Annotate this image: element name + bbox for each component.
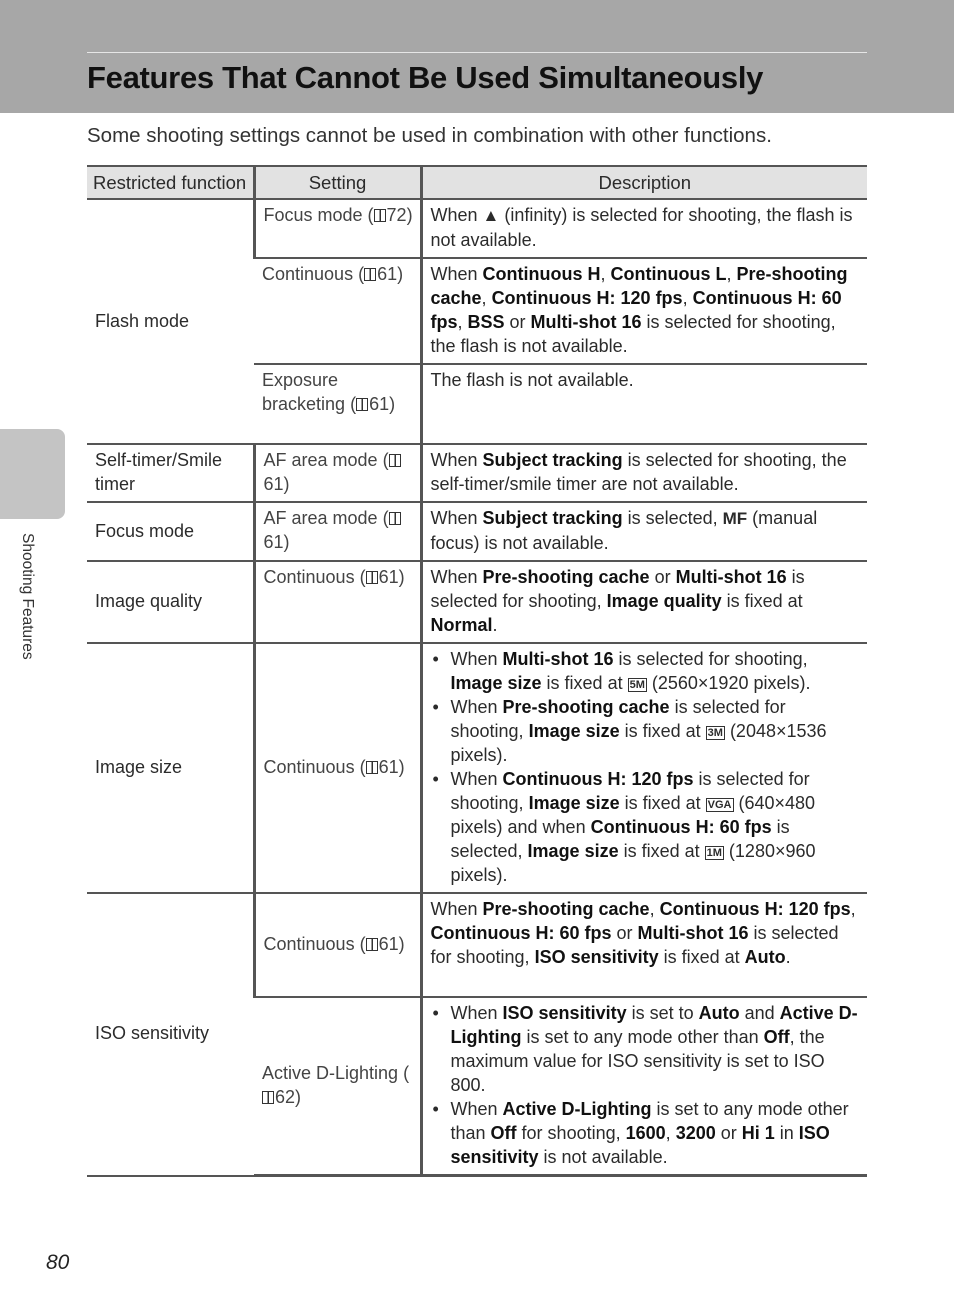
description-cell: When Subject tracking is selected for shooting, the self-timer/smile timer are not available. <box>421 444 867 502</box>
reference-page: 62 <box>275 1087 296 1107</box>
function-cell: ISO sensitivity <box>87 893 254 1176</box>
page-reference-icon <box>262 1091 274 1104</box>
bold-term: ISO sensitivity <box>450 1123 830 1167</box>
bold-term: Multi-shot 16 <box>502 649 614 669</box>
image-size-3m-icon: 3M <box>707 727 723 739</box>
description-cell <box>421 643 867 893</box>
bullet-item: • When ISO sensitivity is set to Auto and Active D-Lighting is set to any mode other than Off, the maximum value for ISO sensitivity is set to ISO 800. <box>451 1001 860 1097</box>
description-cell: The flash is not available. <box>421 364 867 444</box>
bold-term: Image size <box>450 673 542 693</box>
setting-name: Focus mode <box>263 205 363 225</box>
bold-term: Active D-Lighting <box>502 1099 652 1119</box>
bold-term: BSS <box>467 312 505 332</box>
bullet-list <box>431 647 860 887</box>
table-row <box>87 444 867 502</box>
table-row <box>87 561 867 643</box>
setting-cell: Active D-Lighting (62) <box>254 997 421 1176</box>
description-cell: When ▲ (infinity) is selected for shooting, the flash is not available. <box>421 199 867 258</box>
side-section-label: Shooting Features <box>19 533 36 660</box>
bold-term: Hi 1 <box>741 1123 775 1143</box>
page-reference-icon <box>364 268 376 281</box>
page-reference-icon <box>389 454 401 467</box>
setting-name: Exposure bracketing <box>262 370 346 414</box>
table-row <box>87 893 867 997</box>
page-number: 80 <box>46 1251 70 1274</box>
bold-term: Off <box>763 1027 790 1047</box>
function-cell: Self-timer/Smile timer <box>87 444 254 502</box>
bold-term: Image size <box>528 721 620 741</box>
bold-term: Off <box>490 1123 517 1143</box>
setting-cell: Exposure bracketing ( 61) <box>254 364 421 444</box>
setting-cell: Continuous ( 61) <box>254 893 421 997</box>
manual-focus-icon: MF <box>722 509 748 528</box>
setting-name: Continuous <box>263 934 355 954</box>
bullet-list <box>431 1001 860 1169</box>
bold-term: Pre-shooting cache <box>430 264 848 308</box>
bold-term: Continuous H: 60 fps <box>430 288 842 332</box>
bullet-item: • When Multi-shot 16 is selected for shooting, Image size is fixed at 5M (2560×1920 pixels). <box>451 647 860 695</box>
bold-term: 3200 <box>675 1123 716 1143</box>
side-tab <box>0 429 65 519</box>
bold-term: Pre-shooting cache <box>482 567 650 587</box>
reference-page: 61 <box>378 934 399 954</box>
bold-term: Continuous H: 120 fps <box>502 769 694 789</box>
header-setting: Setting <box>254 166 421 199</box>
bold-term: Continuous H: 60 fps <box>430 923 612 943</box>
bold-term: Continuous L <box>610 264 727 284</box>
bold-term: Continuous H: 60 fps <box>590 817 772 837</box>
setting-name: Continuous <box>263 757 355 777</box>
bold-term: Multi-shot 16 <box>530 312 642 332</box>
page-reference-icon <box>389 512 401 525</box>
page-title: Features That Cannot Be Used Simultaneously <box>87 60 764 95</box>
bold-term: Normal <box>430 615 493 635</box>
bold-term: Subject tracking <box>482 450 623 470</box>
page-reference-icon <box>366 571 378 584</box>
description-cell: When Subject tracking is selected, MF (manual focus) is not available. <box>421 502 867 561</box>
header-description: Description <box>421 166 867 199</box>
reference-page: 72 <box>386 205 407 225</box>
page-reference-icon <box>374 209 386 222</box>
reference-page: 61 <box>378 567 399 587</box>
description-cell <box>421 997 867 1176</box>
setting-name: AF area mode <box>263 508 378 528</box>
setting-cell: Continuous ( 61) <box>254 643 421 893</box>
restrictions-table <box>87 165 867 1177</box>
bold-term: 1600 <box>625 1123 666 1143</box>
setting-name: Continuous <box>262 264 354 284</box>
setting-name: AF area mode <box>263 450 378 470</box>
setting-cell: Continuous ( 61) <box>254 561 421 643</box>
reference-page: 61 <box>377 264 398 284</box>
bold-term: Subject tracking <box>482 508 623 528</box>
bold-term: Pre-shooting cache <box>482 899 650 919</box>
reference-page: 61 <box>263 532 284 552</box>
description-cell: When Pre-shooting cache or Multi-shot 16 is selected for shooting, Image quality is fixed at Normal. <box>421 561 867 643</box>
description-cell: When Pre-shooting cache, Continuous H: 120 fps, Continuous H: 60 fps or Multi-shot 16 is selected for shooting, ISO sensitivity is fixed at Auto. <box>421 893 867 997</box>
setting-cell: Focus mode ( 72) <box>254 199 421 258</box>
bold-term: ISO sensitivity <box>534 947 659 967</box>
setting-cell: AF area mode (61) <box>254 444 421 502</box>
function-cell: Flash mode <box>87 199 254 444</box>
intro-text: Some shooting settings cannot be used in combination with other functions. <box>87 124 772 147</box>
reference-page: 61 <box>378 757 399 777</box>
function-cell: Image size <box>87 643 254 893</box>
setting-cell: Continuous ( 61) <box>254 258 421 364</box>
image-size-1m-icon: 1M <box>706 847 722 859</box>
bold-term: Continuous H: 120 fps <box>491 288 683 308</box>
table-header-row <box>87 166 867 199</box>
bold-term: Auto <box>698 1003 740 1023</box>
bold-term: Multi-shot 16 <box>675 567 787 587</box>
bold-term: Continuous H <box>482 264 601 284</box>
setting-name: Active D-Lighting <box>262 1063 399 1083</box>
page-reference-icon <box>356 398 368 411</box>
bullet-item: • When Continuous H: 120 fps is selected for shooting, Image size is fixed at VGA (640×480 pixels) and when Continuous H: 60 fps is selected, Image size is fixed at 1M (1280×960 pixels). <box>451 767 860 887</box>
bold-term: Auto <box>744 947 786 967</box>
infinity-mountain-icon: ▲ <box>482 206 500 225</box>
function-cell: Focus mode <box>87 502 254 561</box>
bold-term: Image size <box>527 841 619 861</box>
header-rule <box>87 52 867 53</box>
bullet-item: • When Active D-Lighting is set to any mode other than Off for shooting, 1600, 3200 or Hi 1 in ISO sensitivity is not available. <box>451 1097 860 1169</box>
table-row <box>87 502 867 561</box>
page-reference-icon <box>366 938 378 951</box>
function-cell: Image quality <box>87 561 254 643</box>
bullet-item: • When Pre-shooting cache is selected for shooting, Image size is fixed at 3M (2048×1536 pixels). <box>451 695 860 767</box>
bold-term: ISO sensitivity <box>502 1003 627 1023</box>
table-row <box>87 643 867 893</box>
page-reference-icon <box>366 761 378 774</box>
reference-page: 61 <box>263 474 284 494</box>
image-size-5m-icon: 5M <box>629 679 645 691</box>
description-cell: When Continuous H, Continuous L, Pre-shooting cache, Continuous H: 120 fps, Continuous H: 60 fps, BSS or Multi-shot 16 is selected for shooting, the flash is not available. <box>421 258 867 364</box>
bold-term: Active D-Lighting <box>450 1003 858 1047</box>
setting-cell: AF area mode (61) <box>254 502 421 561</box>
bold-term: Image quality <box>606 591 722 611</box>
bold-term: Multi-shot 16 <box>637 923 749 943</box>
reference-page: 61 <box>369 394 390 414</box>
setting-name: Continuous <box>263 567 355 587</box>
bold-term: Continuous H: 120 fps <box>659 899 851 919</box>
bold-term: Image size <box>528 793 620 813</box>
table-row <box>87 199 867 258</box>
header-band <box>0 0 954 113</box>
image-size-vga-icon: VGA <box>707 799 732 811</box>
bold-term: Pre-shooting cache <box>502 697 670 717</box>
header-restricted-function: Restricted function <box>87 166 254 199</box>
